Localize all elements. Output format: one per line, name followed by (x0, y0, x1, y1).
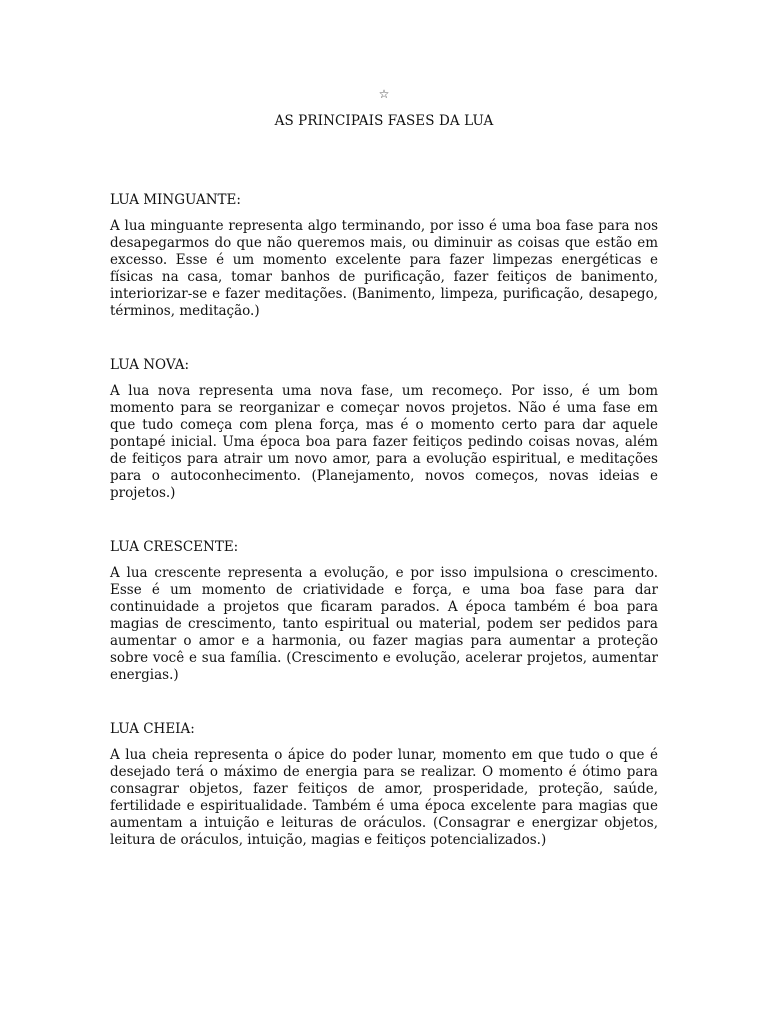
section-heading: LUA CHEIA: (110, 721, 195, 737)
section-heading: LUA NOVA: (110, 357, 190, 373)
section-paragraph: A lua crescente representa a evolução, e por isso impulsiona o crescimento. Esse é um momento de criatividade e força, e uma boa fase para dar continuidade a projetos que ficaram parados. A época também é boa para magias de crescimento, tanto espiritual ou material, podem ser pedidos para aumentar o amor e a harmonia, ou fazer magias para aumentar a proteção sobre você e sua família. (Crescimento e evolução, acelerar projetos, aumentar energias.) (110, 565, 658, 683)
document-body (110, 191, 658, 885)
section-paragraph: A lua nova representa uma nova fase, um recomeço. Por isso, é um bom momento para se reorganizar e começar novos projetos. Não é uma fase em que tudo começa com plena força, mas é o momento certo para dar aquele pontapé inicial. Uma época boa para fazer feitiços pedindo coisas novas, além de feitiços para atrair um novo amor, para a evolução espiritual, e meditações para o autoconhecimento. (Planejamento, novos começos, novas ideias e projetos.) (110, 383, 658, 501)
section-lua-minguante (110, 191, 658, 320)
section-heading: LUA MINGUANTE: (110, 192, 241, 208)
section-paragraph: A lua minguante representa algo terminando, por isso é uma boa fase para nos desapegarmos do que não queremos mais, ou diminuir as coisas que estão em excesso. Esse é um momento excelente para fazer limpezas energéticas e físicas na casa, tomar banhos de purificação, fazer feitiços de banimento, interiorizar-se e fazer meditações. (Banimento, limpeza, purificação, desapego, términos, meditação.) (110, 218, 658, 319)
star-icon: ☆ (378, 87, 390, 101)
section-lua-crescente (110, 538, 658, 684)
section-lua-cheia (110, 720, 658, 849)
page-title: AS PRINCIPAIS FASES DA LUA (274, 113, 494, 129)
section-lua-nova (110, 356, 658, 502)
section-heading: LUA CRESCENTE: (110, 539, 239, 555)
section-paragraph: A lua cheia representa o ápice do poder lunar, momento em que tudo o que é desejado terá o máximo de energia para se realizar. O momento é ótimo para consagrar objetos, fazer feitiços de amor, prosperidade, proteção, saúde, fertilidade e espiritualidade. Também é uma época excelente para magias que aumentam a intuição e leituras de oráculos. (Consagrar e energizar objetos, leitura de oráculos, intuição, magias e feitiços potencializados.) (110, 747, 658, 848)
